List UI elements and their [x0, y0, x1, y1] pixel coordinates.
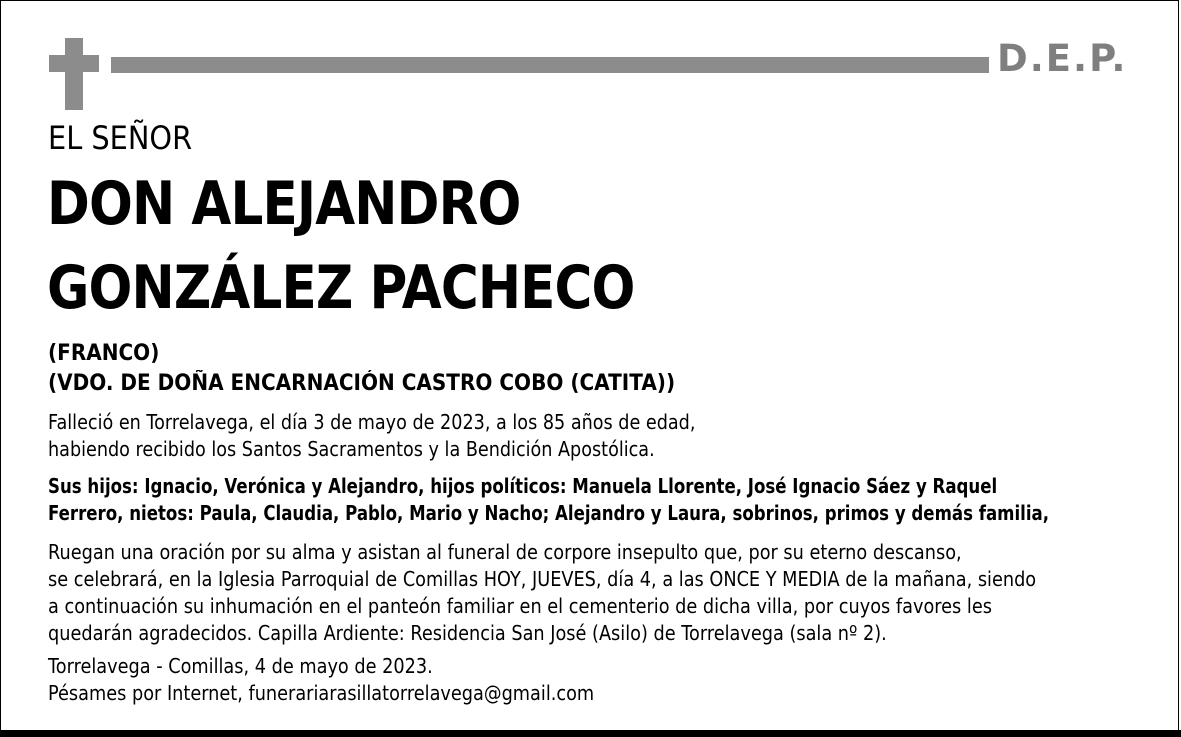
rites-line1: Ruegan una oración por su alma y asistan al funeral de corpore insepulto que, por su eterno descanso,	[48, 540, 962, 564]
death-notice-line2: habiendo recibido los Santos Sacramentos y la Bendición Apostólica.	[48, 437, 655, 461]
footer	[48, 653, 594, 707]
widower-of: (VDO. DE DOÑA ENCARNACIÓN CASTRO COBO (CATITA))	[48, 371, 676, 396]
bottom-rule	[0, 730, 1181, 737]
rites-line3: a continuación su inhumación en el panteón familiar en el cementerio de dicha villa, por cuyos favores les	[48, 594, 992, 618]
rites-line4: quedarán agradecidos. Capilla Ardiente: Residencia San José (Asilo) de Torrelavega (sala nº 2).	[48, 621, 887, 645]
dep-label: D.E.P.	[997, 37, 1128, 80]
family-list	[48, 473, 1049, 527]
death-notice-line1: Falleció en Torrelavega, el día 3 de mayo de 2023, a los 85 años de edad,	[48, 410, 696, 434]
family-line1: Sus hijos: Ignacio, Verónica y Alejandro, hijos políticos: Manuela Llorente, José Ignacio Sáez y Raquel	[48, 474, 998, 498]
deceased-name-line1: DON ALEJANDRO	[47, 169, 521, 239]
latin-cross-icon-arm	[49, 55, 99, 72]
family-line2: Ferrero, nietos: Paula, Claudia, Pablo, Mario y Nacho; Alejandro y Laura, sobrinos, primos y demás familia,	[48, 501, 1050, 525]
header-rule	[111, 57, 989, 73]
place-date: Torrelavega - Comillas, 4 de mayo de 2023.	[48, 654, 433, 678]
condolences-contact: Pésames por Internet, funerariarasillatorrelavega@gmail.com	[48, 681, 595, 705]
latin-cross-icon	[65, 38, 83, 110]
death-notice	[48, 409, 695, 463]
rites-line2: se celebrará, en la Iglesia Parroquial de Comillas HOY, JUEVES, día 4, a las ONCE Y MEDIA de la mañana, siendo	[48, 567, 1037, 591]
nickname: (FRANCO)	[48, 341, 160, 366]
deceased-name-line2: GONZÁLEZ PACHECO	[47, 253, 635, 323]
funeral-rites	[48, 539, 1036, 647]
honorific-prefix: EL SEÑOR	[48, 119, 193, 157]
